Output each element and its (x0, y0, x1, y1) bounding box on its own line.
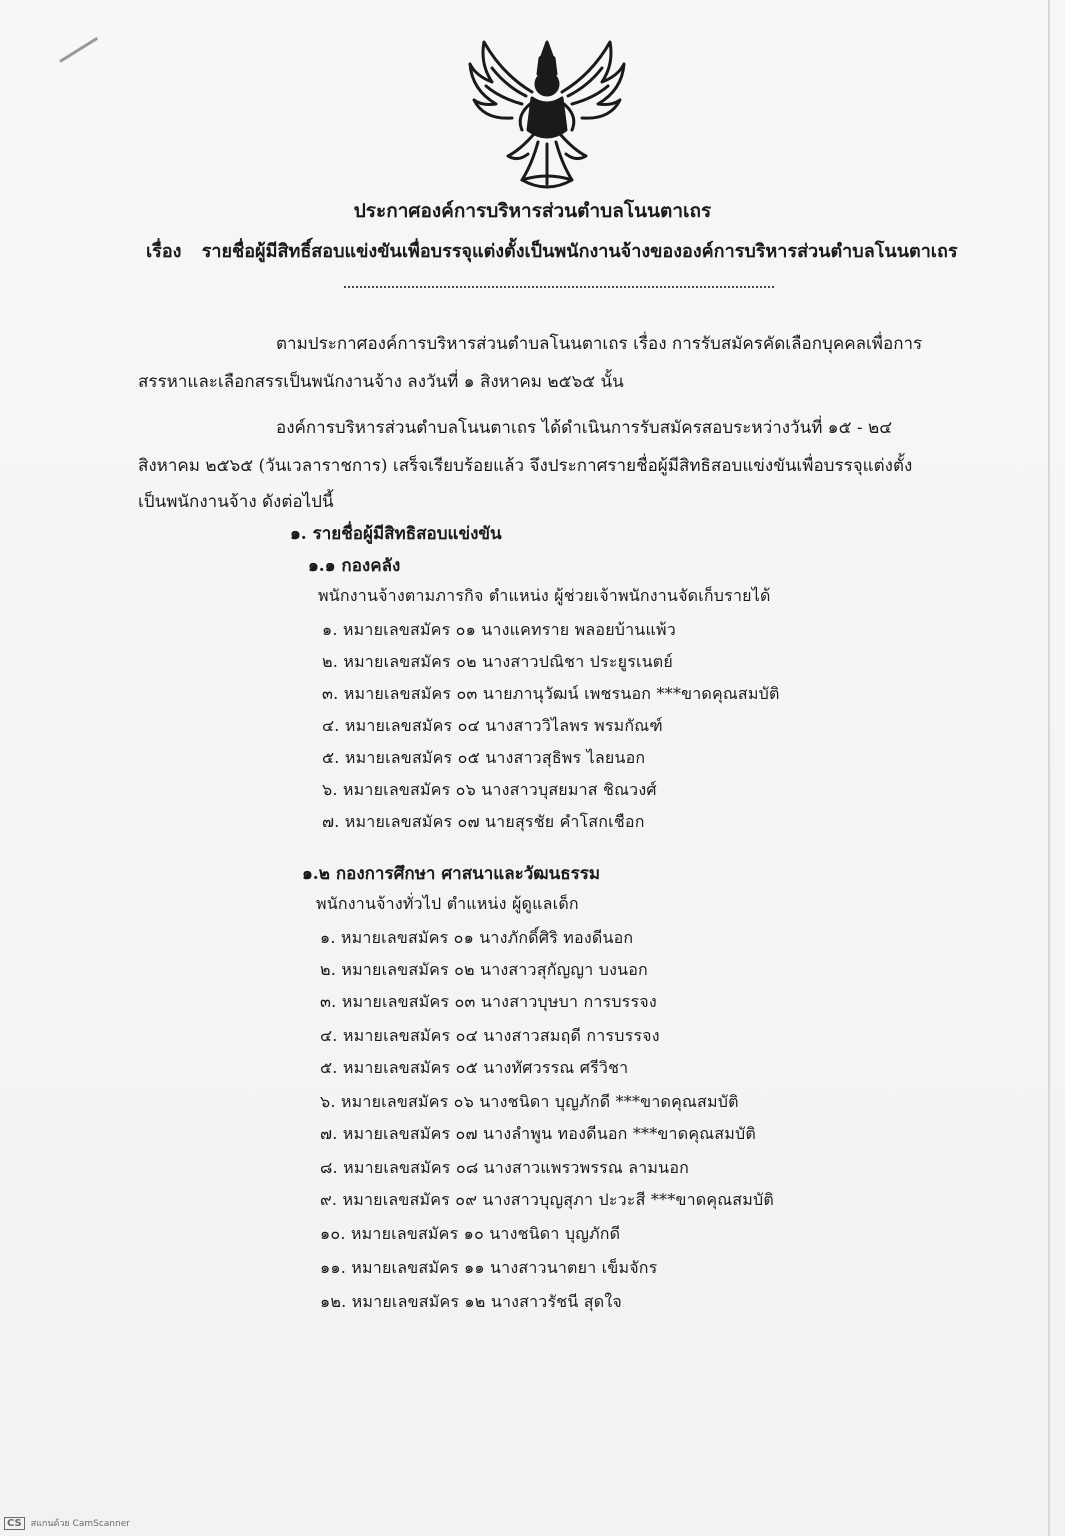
group-2-heading: ๑.๒ กองการศึกษา ศาสนาและวัฒนธรรม (302, 864, 601, 884)
page-edge (1048, 0, 1050, 1536)
list-item: ๑๒. หมายเลขสมัคร ๑๒ นางสาวรัชนี สุดใจ (320, 1292, 622, 1311)
list-item: ๓. หมายเลขสมัคร ๐๓ นายภานุวัฒน์ เพชรนอก ***ขาดคุณสมบัติ (322, 684, 780, 703)
paragraph-2-line-1: องค์การบริหารส่วนตำบลโนนตาเถร ได้ดำเนินการรับสมัครสอบระหว่างวันที่ ๑๕ - ๒๔ (276, 418, 893, 438)
list-item: ๖. หมายเลขสมัคร ๐๖ นางชนิดา บุญภักดี ***ขาดคุณสมบัติ (320, 1092, 739, 1111)
list-item: ๒. หมายเลขสมัคร ๐๒ นางสาวสุกัญญา บงนอก (320, 960, 648, 979)
list-item: ๕. หมายเลขสมัคร ๐๕ นางทัศวรรณ ศรีวิชา (320, 1058, 629, 1077)
paragraph-1-line-2: สรรหาและเลือกสรรเป็นพนักงานจ้าง ลงวันที่ ๑ สิงหาคม ๒๕๖๕ นั้น (138, 372, 624, 392)
group-1-position: พนักงานจ้างตามภารกิจ ตำแหน่ง ผู้ช่วยเจ้าพนักงานจัดเก็บรายได้ (318, 586, 771, 605)
pen-mark (59, 37, 98, 63)
list-item: ๑. หมายเลขสมัคร ๐๑ นางภักดิ์ศิริ ทองดีนอก (320, 928, 634, 947)
list-item: ๕. หมายเลขสมัคร ๐๕ นางสาวสุธิพร ไลยนอก (322, 748, 646, 767)
list-item: ๑๐. หมายเลขสมัคร ๑๐ นางชนิดา บุญภักดี (320, 1224, 621, 1243)
paragraph-2-line-3: เป็นพนักงานจ้าง ดังต่อไปนี้ (138, 492, 334, 512)
camscanner-text: สแกนด้วย CamScanner (30, 1519, 130, 1529)
document-subject (146, 236, 958, 265)
camscanner-watermark (4, 1516, 130, 1530)
section-1-heading: ๑. รายชื่อผู้มีสิทธิสอบแข่งขัน (290, 524, 502, 544)
camscanner-badge: CS (4, 1517, 25, 1530)
list-item: ๑๑. หมายเลขสมัคร ๑๑ นางสาวนาตยา เข็มจักร (320, 1258, 658, 1277)
subject-text: รายชื่อผู้มีสิทธิ์สอบแข่งขันเพื่อบรรจุแต่งตั้งเป็นพนักงานจ้างขององค์การบริหารส่วนตำบลโนนตาเถร (201, 241, 958, 262)
list-item: ๔. หมายเลขสมัคร ๐๔ นางสาววิไลพร พรมกัณฑ์ (322, 716, 663, 735)
list-item: ๑. หมายเลขสมัคร ๐๑ นางแคทราย พลอยบ้านแพ้ว (322, 620, 676, 639)
group-1-heading: ๑.๑ กองคลัง (308, 556, 401, 576)
dotted-separator (344, 286, 774, 288)
list-item: ๔. หมายเลขสมัคร ๐๔ นางสาวสมฤดี การบรรจง (320, 1026, 660, 1045)
list-item: ๘. หมายเลขสมัคร ๐๘ นางสาวแพรวพรรณ ลามนอก (320, 1158, 690, 1177)
list-item: ๓. หมายเลขสมัคร ๐๓ นางสาวบุษบา การบรรจง (320, 992, 657, 1011)
list-item: ๙. หมายเลขสมัคร ๐๙ นางสาวบุญสุภา ปะวะสี ***ขาดคุณสมบัติ (320, 1190, 774, 1209)
paragraph-2-line-2: สิงหาคม ๒๕๖๕ (วันเวลาราชการ) เสร็จเรียบร้อยแล้ว จึงประกาศรายชื่อผู้มีสิทธิสอบแข่งขันเพื่อบรรจุแต่งตั้ง (138, 456, 913, 476)
list-item: ๗. หมายเลขสมัคร ๐๗ นางลำพูน ทองดีนอก ***ขาดคุณสมบัติ (320, 1124, 756, 1143)
group-2-position: พนักงานจ้างทั่วไป ตำแหน่ง ผู้ดูแลเด็ก (316, 894, 579, 913)
garuda-emblem (462, 34, 632, 194)
list-item: ๒. หมายเลขสมัคร ๐๒ นางสาวปณิชา ประยูรเนตย์ (322, 652, 673, 671)
paragraph-1-line-1: ตามประกาศองค์การบริหารส่วนตำบลโนนตาเถร เรื่อง การรับสมัครคัดเลือกบุคคลเพื่อการ (276, 334, 923, 354)
document-title: ประกาศองค์การบริหารส่วนตำบลโนนตาเถร (353, 200, 712, 222)
list-item: ๗. หมายเลขสมัคร ๐๗ นายสุรชัย คำโสกเชือก (322, 812, 645, 831)
list-item: ๖. หมายเลขสมัคร ๐๖ นางสาวบุสยมาส ชิณวงศ์ (322, 780, 657, 799)
subject-label: เรื่อง (146, 241, 182, 262)
